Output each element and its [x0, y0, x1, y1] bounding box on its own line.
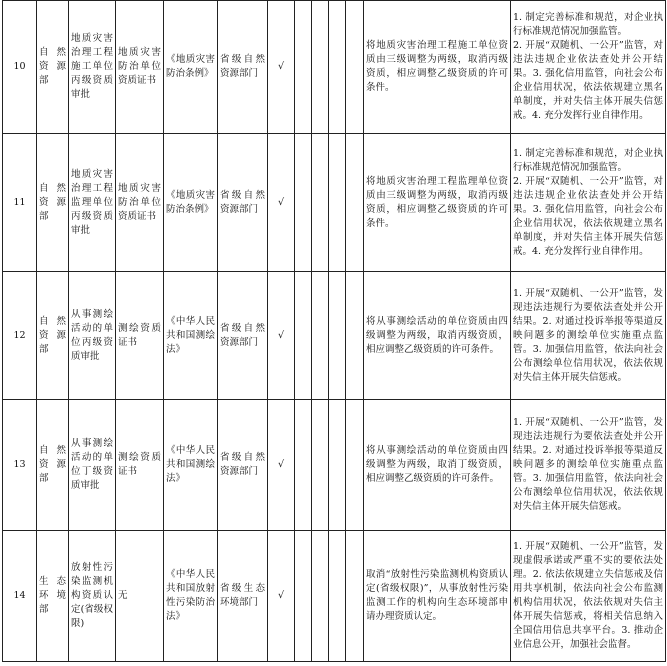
empty-cell [312, 134, 329, 272]
license-item-cell: 放射性污染监测机构资质认定(省级权限) [69, 531, 116, 662]
checkmark-cell: √ [268, 400, 295, 531]
checkmark-cell: √ [268, 531, 295, 662]
supervision-measures-cell [511, 134, 666, 272]
table-row [3, 531, 666, 662]
supervision-measures-text: 1. 制定完善标准和规范，对企业执行标准规范情况加强监管。 2. 开展“双随机、一公开”监管，对违法违规企业依法查处并公开结果。3. 强化信用监管，向社会公布企业信用状况，依法依规建立黑名单制度，并对失信主体开展失信惩戒。4. 充分发挥行业自律作用。 [513, 147, 663, 257]
row-number: 11 [3, 134, 37, 272]
department-cell: 自然资源部 [37, 400, 69, 531]
empty-cell [346, 272, 364, 400]
approval-authority-cell: 省级自然资源部门 [218, 1, 268, 134]
license-item-cell: 从事测绘活动的单位丁级资质审批 [69, 400, 116, 531]
empty-cell [295, 531, 312, 662]
empty-cell [329, 1, 346, 134]
supervision-measures-cell: 1. 开展“双随机、一公开”监管，发现虚假承诺或严重不实的要依法处理。2. 依法依规建立失信惩戒及信用共享机制，依法向社会公布监测机构信用状况，依法依规对失信主体开展失信惩戒，将相关信息纳入全国信用信息共享平台。3. 推动企业信息公开，加强社会监督。 [511, 531, 666, 662]
department-cell: 生态环境部 [37, 531, 69, 662]
department-cell: 自然资源部 [37, 1, 69, 134]
empty-cell [295, 272, 312, 400]
supervision-measures-text: 1. 制定完善标准和规范，对企业执行标准规范情况加强监管。 2. 开展“双随机、一公开”监管，对违法违规企业依法查处并公开结果。3. 强化信用监管，向社会公布企业信用状况，依法依规建立黑名单制度，并对失信主体开展失信惩戒。4. 充分发挥行业自律作用。 [513, 12, 663, 121]
table-row [3, 400, 666, 531]
legal-basis-cell: 《地质灾害防治条例》 [164, 1, 218, 134]
empty-cell [346, 134, 364, 272]
empty-cell [346, 531, 364, 662]
row-number: 10 [3, 1, 37, 134]
license-reform-table [2, 0, 666, 662]
legal-basis-cell: 《地质灾害防治条例》 [164, 134, 218, 272]
reform-method-cell: 将从事测绘活动的单位资质由四级调整为两级，取消丙级资质，相应调整乙级资质的许可条件。 [364, 272, 511, 400]
checkmark-cell: √ [268, 272, 295, 400]
approval-authority-cell: 省级自然资源部门 [218, 400, 268, 531]
table-row [3, 272, 666, 400]
empty-cell [329, 400, 346, 531]
approval-authority-cell: 省级自然资源部门 [218, 134, 268, 272]
legal-basis-cell: 《中华人民共和国放射性污染防治法》 [164, 531, 218, 662]
empty-cell [295, 400, 312, 531]
reform-method-cell: 取消“放射性污染监测机构资质认定(省级权限)”，从事放射性污染监测工作的机构向生态环境部申请办理资质认定。 [364, 531, 511, 662]
certificate-cell: 地质灾害防治单位资质证书 [116, 1, 164, 134]
department-cell: 自然资源部 [37, 134, 69, 272]
certificate-cell: 地质灾害防治单位资质证书 [116, 134, 164, 272]
row-number: 12 [3, 272, 37, 400]
supervision-measures-cell [511, 1, 666, 134]
certificate-cell: 测绘资质证书 [116, 400, 164, 531]
row-number: 14 [3, 531, 37, 662]
license-item-cell: 地质灾害治理工程监理单位丙级资质审批 [69, 134, 116, 272]
empty-cell [312, 531, 329, 662]
empty-cell [295, 134, 312, 272]
empty-cell [346, 400, 364, 531]
empty-cell [312, 400, 329, 531]
approval-authority-cell: 省级自然资源部门 [218, 272, 268, 400]
reform-method-cell: 将地质灾害治理工程施工单位资质由三级调整为两级，取消丙级资质，相应调整乙级资质的许可条件。 [364, 1, 511, 134]
department-cell: 自然资源部 [37, 272, 69, 400]
row-number: 13 [3, 400, 37, 531]
table-row [3, 134, 666, 272]
empty-cell [329, 531, 346, 662]
reform-method-cell: 将从事测绘活动的单位资质由四级调整为两级，取消丁级资质，相应调整乙级资质的许可条件。 [364, 400, 511, 531]
legal-basis-cell: 《中华人民共和国测绘法》 [164, 400, 218, 531]
empty-cell [346, 1, 364, 134]
empty-cell [312, 272, 329, 400]
empty-cell [295, 1, 312, 134]
empty-cell [329, 134, 346, 272]
checkmark-cell: √ [268, 134, 295, 272]
certificate-cell: 测绘资质证书 [116, 272, 164, 400]
license-item-cell: 从事测绘活动的单位丙级资质审批 [69, 272, 116, 400]
supervision-measures-cell: 1. 开展“双随机、一公开”监管，发现违法违规行为要依法查处并公开结果。2. 对通过投诉举报等渠道反映问题多的测绘单位实施重点监管。3. 加强信用监管，依法向社会公布测绘单位信用状况，依法依规对失信主体开展失信惩戒。 [511, 272, 666, 400]
legal-basis-cell: 《中华人民共和国测绘法》 [164, 272, 218, 400]
table-row [3, 1, 666, 134]
checkmark-cell: √ [268, 1, 295, 134]
certificate-cell: 无 [116, 531, 164, 662]
approval-authority-cell: 省级生态环境部门 [218, 531, 268, 662]
reform-method-cell: 将地质灾害治理工程监理单位资质由三级调整为两级，取消丙级资质，相应调整乙级资质的许可条件。 [364, 134, 511, 272]
supervision-measures-cell: 1. 开展“双随机、一公开”监管，发现违法违规行为要依法查处并公开结果。2. 对通过投诉举报等渠道反映问题多的测绘单位实施重点监管。3. 加强信用监管，依法向社会公布测绘单位信用状况，依法依规对失信主体开展失信惩戒。 [511, 400, 666, 531]
empty-cell [312, 1, 329, 134]
license-item-cell: 地质灾害治理工程施工单位丙级资质审批 [69, 1, 116, 134]
empty-cell [329, 272, 346, 400]
